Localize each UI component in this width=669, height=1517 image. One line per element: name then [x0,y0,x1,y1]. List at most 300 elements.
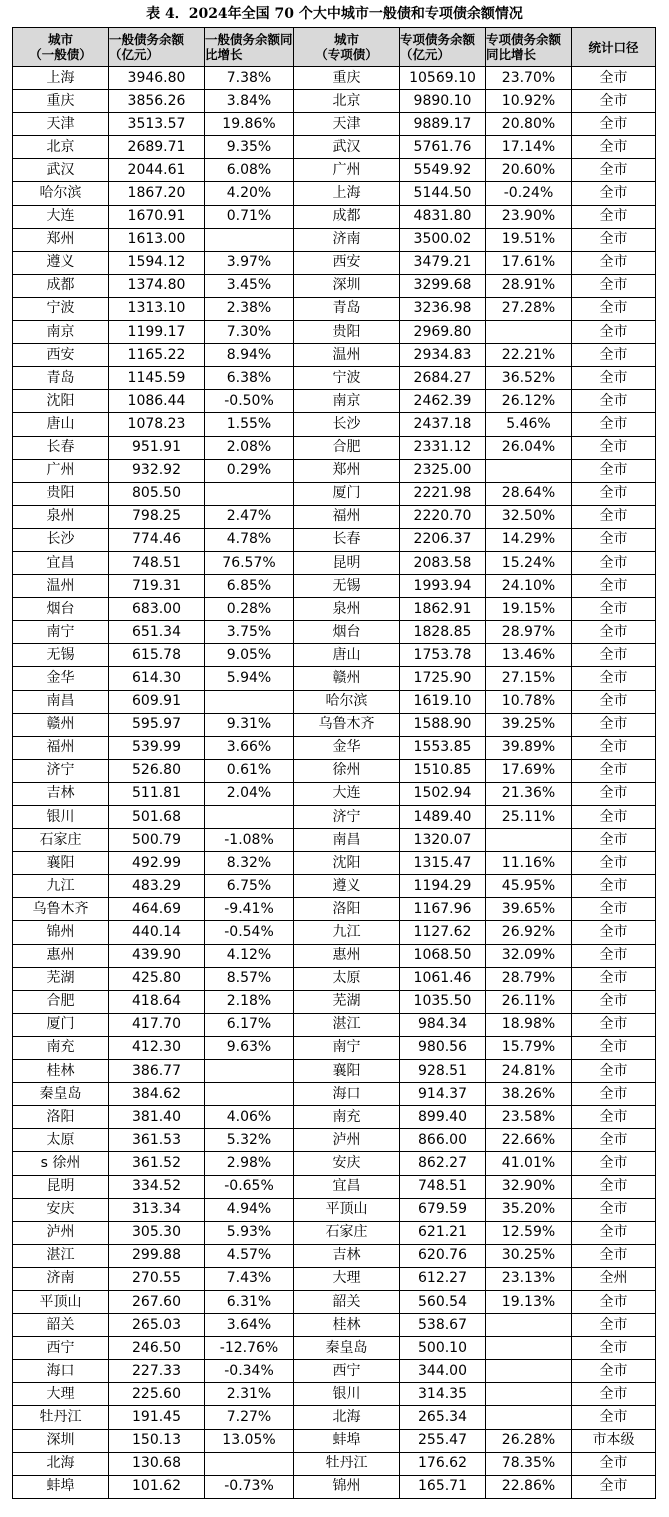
general-amount-cell: 130.68 [109,1452,205,1475]
city-special-cell: 济南 [294,228,400,251]
special-amount-cell: 1510.85 [400,759,486,782]
general-amount-cell: 270.55 [109,1267,205,1290]
city-special-cell: 南京 [294,390,400,413]
general-growth-cell: 3.45% [205,274,294,297]
table-row [13,136,656,159]
city-general-cell: 昆明 [13,1175,109,1198]
city-general-cell: 贵阳 [13,482,109,505]
general-amount-cell: 615.78 [109,644,205,667]
special-amount-cell: 2331.12 [400,436,486,459]
city-special-cell: 乌鲁木齐 [294,713,400,736]
special-growth-cell: 28.91% [486,274,572,297]
general-amount-cell: 1199.17 [109,321,205,344]
header-city-special: 城市 （专项债） [294,28,400,67]
special-amount-cell: 862.27 [400,1152,486,1175]
scope-cell: 全市 [572,759,656,782]
special-amount-cell: 928.51 [400,1060,486,1083]
special-growth-cell: 28.97% [486,621,572,644]
city-special-cell: 重庆 [294,67,400,90]
table-row [13,297,656,320]
general-growth-cell: -0.73% [205,1475,294,1498]
scope-cell: 全市 [572,182,656,205]
general-amount-cell: 334.52 [109,1175,205,1198]
special-amount-cell: 1993.94 [400,575,486,598]
scope-cell: 全市 [572,1337,656,1360]
city-general-cell: 西安 [13,344,109,367]
special-growth-cell: 10.92% [486,90,572,113]
city-general-cell: 泉州 [13,505,109,528]
general-amount-cell: 384.62 [109,1083,205,1106]
scope-cell: 全市 [572,1475,656,1498]
special-growth-cell [486,321,572,344]
city-general-cell: 南昌 [13,690,109,713]
general-amount-cell: 299.88 [109,1244,205,1267]
scope-cell: 全市 [572,1244,656,1267]
general-amount-cell: 313.34 [109,1198,205,1221]
general-growth-cell: -0.54% [205,921,294,944]
general-growth-cell: 3.66% [205,736,294,759]
city-special-cell: 长沙 [294,413,400,436]
general-growth-cell: 6.38% [205,367,294,390]
special-amount-cell: 5144.50 [400,182,486,205]
special-amount-cell: 1553.85 [400,736,486,759]
general-amount-cell: 1086.44 [109,390,205,413]
special-amount-cell: 10569.10 [400,67,486,90]
city-general-cell: 桂林 [13,1060,109,1083]
special-amount-cell: 538.67 [400,1314,486,1337]
scope-cell: 全市 [572,1383,656,1406]
general-amount-cell: 361.53 [109,1129,205,1152]
general-amount-cell: 361.52 [109,1152,205,1175]
general-growth-cell: 6.08% [205,159,294,182]
table-row [13,1290,656,1313]
city-special-cell: 芜湖 [294,990,400,1013]
city-general-cell: 牡丹江 [13,1406,109,1429]
scope-cell: 全市 [572,598,656,621]
table-row [13,1244,656,1267]
scope-cell: 全市 [572,575,656,598]
city-special-cell: 海口 [294,1083,400,1106]
city-special-cell: 安庆 [294,1152,400,1175]
special-growth-cell: 5.46% [486,413,572,436]
special-growth-cell: 26.92% [486,921,572,944]
table-row [13,806,656,829]
table-row [13,228,656,251]
table-row [13,621,656,644]
city-special-cell: 吉林 [294,1244,400,1267]
city-general-cell: 南充 [13,1036,109,1059]
table-row [13,1267,656,1290]
general-amount-cell: 609.91 [109,690,205,713]
city-special-cell: 唐山 [294,644,400,667]
general-growth-cell: 8.32% [205,852,294,875]
special-growth-cell: 36.52% [486,367,572,390]
scope-cell: 全市 [572,90,656,113]
table-row [13,482,656,505]
scope-cell: 全市 [572,667,656,690]
city-special-cell: 温州 [294,344,400,367]
general-amount-cell: 1165.22 [109,344,205,367]
city-general-cell: 青岛 [13,367,109,390]
special-amount-cell: 9889.17 [400,113,486,136]
general-amount-cell: 595.97 [109,713,205,736]
scope-cell: 全市 [572,1406,656,1429]
city-special-cell: 厦门 [294,482,400,505]
table-row [13,528,656,551]
special-growth-cell: 38.26% [486,1083,572,1106]
special-growth-cell: 32.50% [486,505,572,528]
general-amount-cell: 1594.12 [109,251,205,274]
scope-cell: 全市 [572,344,656,367]
general-amount-cell: 1613.00 [109,228,205,251]
table-row [13,459,656,482]
city-general-cell: 唐山 [13,413,109,436]
header-city-general: 城市 （一般债） [13,28,109,67]
city-special-cell: 泸州 [294,1129,400,1152]
table-header-row [13,28,656,67]
city-general-cell: 乌鲁木齐 [13,898,109,921]
special-growth-cell: 23.58% [486,1106,572,1129]
special-amount-cell: 980.56 [400,1036,486,1059]
special-growth-cell [486,1314,572,1337]
city-special-cell: 银川 [294,1383,400,1406]
scope-cell: 全市 [572,806,656,829]
special-growth-cell: 22.21% [486,344,572,367]
special-amount-cell: 1489.40 [400,806,486,829]
special-amount-cell: 620.76 [400,1244,486,1267]
city-general-cell: 惠州 [13,944,109,967]
general-growth-cell: -9.41% [205,898,294,921]
scope-cell: 全市 [572,736,656,759]
special-amount-cell: 1862.91 [400,598,486,621]
scope-cell: 全市 [572,551,656,574]
table-row [13,967,656,990]
general-growth-cell: 1.55% [205,413,294,436]
city-special-cell: 秦皇岛 [294,1337,400,1360]
scope-cell: 全市 [572,875,656,898]
general-growth-cell: 2.47% [205,505,294,528]
special-growth-cell: 32.90% [486,1175,572,1198]
city-special-cell: 青岛 [294,297,400,320]
city-special-cell: 徐州 [294,759,400,782]
scope-cell: 全市 [572,1060,656,1083]
general-amount-cell: 483.29 [109,875,205,898]
table-row [13,1152,656,1175]
city-special-cell: 福州 [294,505,400,528]
scope-cell: 全市 [572,390,656,413]
scope-cell: 全市 [572,482,656,505]
city-general-cell: 济宁 [13,759,109,782]
general-growth-cell: 2.18% [205,990,294,1013]
general-amount-cell: 526.80 [109,759,205,782]
scope-cell: 全市 [572,159,656,182]
city-special-cell: 襄阳 [294,1060,400,1083]
city-special-cell: 大理 [294,1267,400,1290]
general-amount-cell: 418.64 [109,990,205,1013]
general-growth-cell: 9.05% [205,644,294,667]
table-row [13,67,656,90]
table-row [13,829,656,852]
general-amount-cell: 719.31 [109,575,205,598]
general-amount-cell: 267.60 [109,1290,205,1313]
scope-cell: 全市 [572,990,656,1013]
scope-cell: 全市 [572,1198,656,1221]
city-general-cell: 重庆 [13,90,109,113]
special-growth-cell: 22.86% [486,1475,572,1498]
city-special-cell: 北京 [294,90,400,113]
special-growth-cell: 41.01% [486,1152,572,1175]
special-amount-cell: 5761.76 [400,136,486,159]
general-amount-cell: 425.80 [109,967,205,990]
general-growth-cell: 7.43% [205,1267,294,1290]
city-special-cell: 大连 [294,782,400,805]
special-amount-cell: 1619.10 [400,690,486,713]
city-general-cell: 郑州 [13,228,109,251]
special-amount-cell: 2206.37 [400,528,486,551]
scope-cell: 全市 [572,528,656,551]
general-growth-cell: 2.04% [205,782,294,805]
special-growth-cell: 12.59% [486,1221,572,1244]
table-row [13,505,656,528]
general-growth-cell: 6.31% [205,1290,294,1313]
general-amount-cell: 1867.20 [109,182,205,205]
scope-cell: 全市 [572,436,656,459]
scope-cell: 全市 [572,921,656,944]
city-general-cell: 芜湖 [13,967,109,990]
special-amount-cell: 255.47 [400,1429,486,1452]
general-growth-cell: 8.94% [205,344,294,367]
general-amount-cell: 191.45 [109,1406,205,1429]
general-growth-cell: 5.32% [205,1129,294,1152]
table-row [13,1036,656,1059]
scope-cell: 全市 [572,782,656,805]
city-general-cell: 遵义 [13,251,109,274]
table-row [13,921,656,944]
general-amount-cell: 150.13 [109,1429,205,1452]
general-amount-cell: 1374.80 [109,274,205,297]
general-amount-cell: 3946.80 [109,67,205,90]
table-row [13,113,656,136]
table-row [13,690,656,713]
general-growth-cell: 4.20% [205,182,294,205]
special-growth-cell: 39.89% [486,736,572,759]
general-amount-cell: 651.34 [109,621,205,644]
special-growth-cell: 20.80% [486,113,572,136]
city-special-cell: 广州 [294,159,400,182]
table-title: 表 4．2024年全国 70 个大中城市一般债和专项债余额情况 [146,6,523,22]
table-row [13,413,656,436]
table-row [13,251,656,274]
general-growth-cell: 6.85% [205,575,294,598]
scope-cell: 全市 [572,690,656,713]
general-amount-cell: 101.62 [109,1475,205,1498]
general-amount-cell: 417.70 [109,1013,205,1036]
table-row [13,852,656,875]
city-general-cell: 吉林 [13,782,109,805]
general-amount-cell: 3856.26 [109,90,205,113]
general-growth-cell: 9.35% [205,136,294,159]
special-amount-cell: 2220.70 [400,505,486,528]
table-row [13,1083,656,1106]
general-growth-cell: 4.78% [205,528,294,551]
city-general-cell: 西宁 [13,1337,109,1360]
scope-cell: 全市 [572,505,656,528]
general-amount-cell: 246.50 [109,1337,205,1360]
city-special-cell: 西宁 [294,1360,400,1383]
general-growth-cell [205,482,294,505]
table-body [13,67,656,1499]
special-growth-cell [486,459,572,482]
special-amount-cell: 2462.39 [400,390,486,413]
scope-cell: 全市 [572,1036,656,1059]
special-growth-cell: 24.10% [486,575,572,598]
special-amount-cell: 748.51 [400,1175,486,1198]
scope-cell: 全市 [572,1314,656,1337]
special-amount-cell: 866.00 [400,1129,486,1152]
general-amount-cell: 464.69 [109,898,205,921]
city-general-cell: 赣州 [13,713,109,736]
city-general-cell: 石家庄 [13,829,109,852]
general-growth-cell [205,228,294,251]
special-amount-cell: 1315.47 [400,852,486,875]
city-general-cell: 武汉 [13,159,109,182]
scope-cell: 全市 [572,1290,656,1313]
table-row [13,274,656,297]
general-growth-cell: 6.17% [205,1013,294,1036]
special-growth-cell: -0.24% [486,182,572,205]
city-general-cell: 银川 [13,806,109,829]
general-growth-cell: 0.29% [205,459,294,482]
table-row [13,1406,656,1429]
general-amount-cell: 439.90 [109,944,205,967]
city-special-cell: 深圳 [294,274,400,297]
general-amount-cell: 2044.61 [109,159,205,182]
general-amount-cell: 412.30 [109,1036,205,1059]
city-special-cell: 湛江 [294,1013,400,1036]
city-special-cell: 宁波 [294,367,400,390]
scope-cell: 全市 [572,829,656,852]
special-amount-cell: 3500.02 [400,228,486,251]
general-growth-cell: 5.93% [205,1221,294,1244]
special-amount-cell: 899.40 [400,1106,486,1129]
special-growth-cell: 30.25% [486,1244,572,1267]
scope-cell: 全市 [572,898,656,921]
general-amount-cell: 227.33 [109,1360,205,1383]
general-amount-cell: 748.51 [109,551,205,574]
city-special-cell: 郑州 [294,459,400,482]
special-amount-cell: 3236.98 [400,297,486,320]
city-special-cell: 天津 [294,113,400,136]
general-growth-cell [205,690,294,713]
general-growth-cell: 2.08% [205,436,294,459]
table-row [13,875,656,898]
special-amount-cell: 679.59 [400,1198,486,1221]
general-amount-cell: 774.46 [109,528,205,551]
table-row [13,644,656,667]
special-amount-cell: 5549.92 [400,159,486,182]
general-growth-cell: 3.84% [205,90,294,113]
table-row [13,667,656,690]
city-general-cell: 哈尔滨 [13,182,109,205]
special-growth-cell: 15.79% [486,1036,572,1059]
general-amount-cell: 265.03 [109,1314,205,1337]
scope-cell: 全市 [572,205,656,228]
general-growth-cell: -0.34% [205,1360,294,1383]
table-row [13,367,656,390]
city-general-cell: 南宁 [13,621,109,644]
table-row [13,713,656,736]
city-general-cell: 长春 [13,436,109,459]
general-amount-cell: 511.81 [109,782,205,805]
special-growth-cell: 27.28% [486,297,572,320]
scope-cell: 全市 [572,321,656,344]
scope-cell: 全市 [572,367,656,390]
special-amount-cell: 2221.98 [400,482,486,505]
city-general-cell: 沈阳 [13,390,109,413]
city-general-cell: 南京 [13,321,109,344]
general-growth-cell: 76.57% [205,551,294,574]
city-general-cell: 北海 [13,1452,109,1475]
city-special-cell: 成都 [294,205,400,228]
scope-cell: 全市 [572,621,656,644]
table-row [13,205,656,228]
table-row [13,1360,656,1383]
special-growth-cell: 24.81% [486,1060,572,1083]
table-row [13,1106,656,1129]
city-special-cell: 九江 [294,921,400,944]
general-amount-cell: 492.99 [109,852,205,875]
special-amount-cell: 1725.90 [400,667,486,690]
general-growth-cell: -0.65% [205,1175,294,1198]
special-growth-cell: 39.65% [486,898,572,921]
general-amount-cell: 500.79 [109,829,205,852]
table-row [13,1221,656,1244]
city-special-cell: 南宁 [294,1036,400,1059]
general-growth-cell: 4.94% [205,1198,294,1221]
special-amount-cell: 4831.80 [400,205,486,228]
scope-cell: 全市 [572,251,656,274]
general-amount-cell: 683.00 [109,598,205,621]
special-amount-cell: 2969.80 [400,321,486,344]
scope-cell: 全市 [572,713,656,736]
city-special-cell: 韶关 [294,1290,400,1313]
city-general-cell: 海口 [13,1360,109,1383]
city-general-cell: 泸州 [13,1221,109,1244]
table-row [13,1337,656,1360]
special-growth-cell: 26.28% [486,1429,572,1452]
city-general-cell: 大连 [13,205,109,228]
table-row [13,159,656,182]
special-growth-cell [486,1406,572,1429]
header-special-growth: 专项债务余额同比增长 [486,28,572,67]
scope-cell: 全市 [572,852,656,875]
general-growth-cell: 2.38% [205,297,294,320]
special-growth-cell: 11.16% [486,852,572,875]
special-growth-cell: 32.09% [486,944,572,967]
city-general-cell: 九江 [13,875,109,898]
general-growth-cell: 4.06% [205,1106,294,1129]
special-growth-cell: 14.29% [486,528,572,551]
special-amount-cell: 314.35 [400,1383,486,1406]
city-general-cell: 济南 [13,1267,109,1290]
special-amount-cell: 914.37 [400,1083,486,1106]
special-growth-cell: 10.78% [486,690,572,713]
general-amount-cell: 1078.23 [109,413,205,436]
table-row [13,321,656,344]
special-growth-cell: 45.95% [486,875,572,898]
scope-cell: 全市 [572,274,656,297]
scope-cell: 全市 [572,136,656,159]
